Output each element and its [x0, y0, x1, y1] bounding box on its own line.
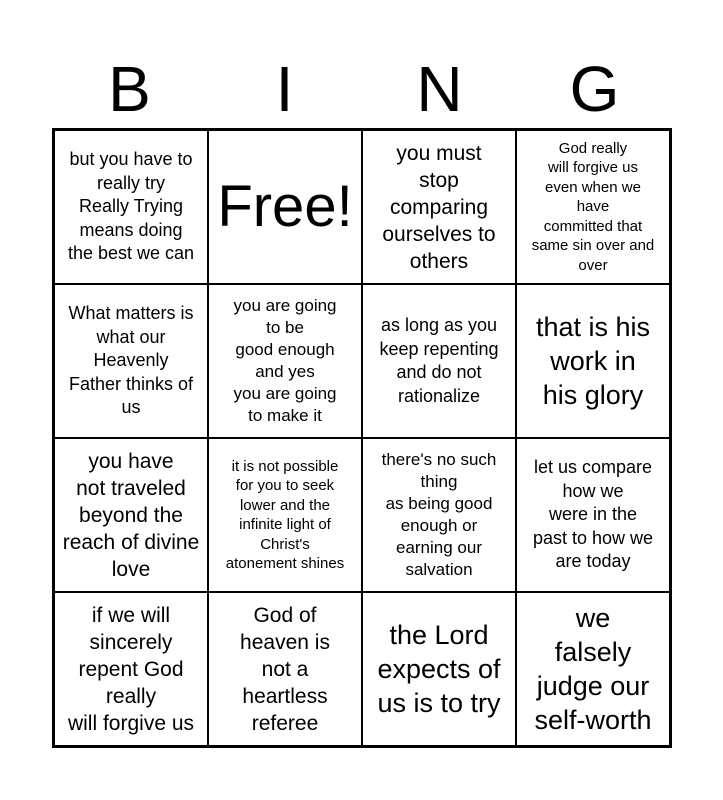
- bingo-cell[interactable]: [362, 592, 516, 746]
- cell-text: as long as you keep repenting and do not rationalize: [379, 315, 499, 406]
- header-letter-i: I: [275, 53, 294, 125]
- bingo-cell[interactable]: [54, 438, 208, 592]
- cell-text: if we will sincerely repent God really will forgive us: [67, 603, 195, 735]
- header-letter-n: N: [416, 53, 463, 125]
- cell-text: let us compare how we were in the past to how we are today: [532, 457, 654, 572]
- cell-text: you are going to be good enough and yes you are going to make it: [233, 296, 337, 425]
- bingo-cell[interactable]: [362, 130, 516, 284]
- cell-text: God of heaven is not a heartless referee: [240, 603, 330, 735]
- cell-text: the Lord expects of us is to try: [377, 620, 501, 718]
- bingo-cell[interactable]: [54, 592, 208, 746]
- bingo-cell[interactable]: [54, 284, 208, 438]
- header-letter-g: G: [569, 53, 620, 125]
- cell-text: that is his work in his glory: [535, 312, 651, 410]
- cell-text: it is not possible for you to seek lower and the infinite light of Christ's atonement shines: [225, 457, 345, 572]
- bingo-cell[interactable]: [362, 284, 516, 438]
- bingo-cell[interactable]: [516, 130, 670, 284]
- bingo-cell[interactable]: [208, 438, 362, 592]
- bingo-header: [52, 50, 672, 128]
- bingo-cell[interactable]: [516, 284, 670, 438]
- bingo-cell[interactable]: [208, 284, 362, 438]
- cell-text: there's no such thing as being good enough or earning our salvation: [381, 450, 497, 579]
- cell-text: you have not traveled beyond the reach of divine love: [62, 449, 200, 581]
- bingo-card-grid: [52, 128, 672, 748]
- bingo-cell[interactable]: [54, 130, 208, 284]
- bingo-cell[interactable]: [208, 592, 362, 746]
- cell-text: God really will forgive us even when we have committed that same sin over and over: [531, 139, 655, 274]
- free-space-text: Free!: [217, 174, 353, 239]
- header-letter-b: B: [108, 53, 151, 125]
- cell-text: you must stop comparing ourselves to others: [382, 141, 496, 273]
- cell-text: What matters is what our Heavenly Father thinks of us: [68, 303, 194, 418]
- bingo-cell[interactable]: [516, 592, 670, 746]
- cell-text: but you have to really try Really Trying means doing the best we can: [67, 149, 195, 264]
- cell-text: we falsely judge our self-worth: [534, 603, 652, 735]
- bingo-cell[interactable]: [516, 438, 670, 592]
- bingo-cell[interactable]: [362, 438, 516, 592]
- free-space-cell[interactable]: [208, 130, 362, 284]
